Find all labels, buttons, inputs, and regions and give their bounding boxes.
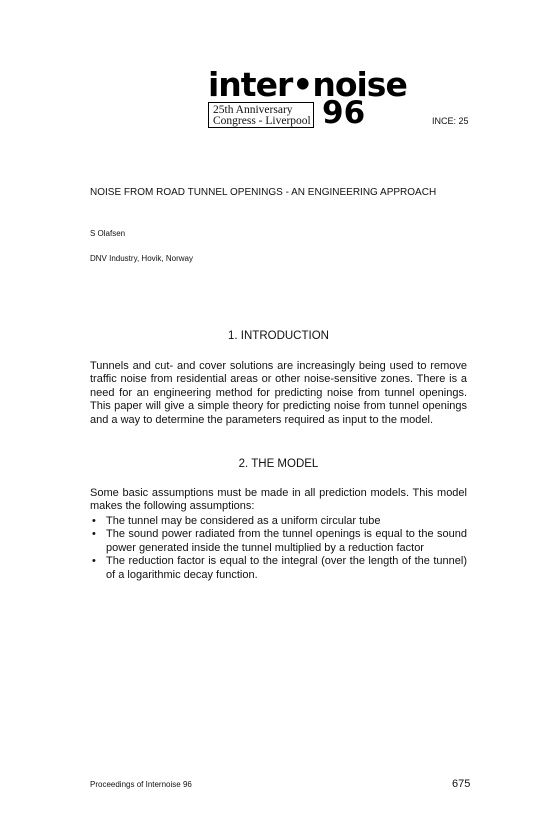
- author-name: S Olafsen: [90, 229, 126, 238]
- logo-congress-line: Congress - Liverpool: [213, 115, 311, 127]
- model-assumptions-list: [90, 515, 467, 582]
- list-item-text: The tunnel may be considered as a uniform circular tube: [106, 515, 381, 527]
- conference-logo: [208, 65, 407, 132]
- list-item: [90, 555, 467, 582]
- section-heading-introduction: 1. INTRODUCTION: [228, 330, 329, 342]
- list-item: [90, 515, 467, 528]
- bullet-icon: •: [92, 555, 96, 568]
- list-item-text: The sound power radiated from the tunnel openings is equal to the sound power generated inside the tunnel multiplied by a reduction factor: [106, 528, 467, 554]
- logo-year: 96: [322, 95, 366, 131]
- logo-wordmark: inter•noise: [208, 65, 407, 104]
- bullet-icon: •: [92, 528, 96, 541]
- introduction-paragraph: Tunnels and cut- and cover solutions are increasingly being used to remove traffic noise from residential areas or other noise-sensitive zones. There is a need for an engineering method for predicting noise from tunnel openings. This paper will give a simple theory for predicting noise from tunnel openings and a way to determine the parameters required as input to the model.: [90, 360, 467, 426]
- section-heading-model: 2. THE MODEL: [238, 458, 319, 470]
- list-item: [90, 528, 467, 555]
- model-paragraph: Some basic assumptions must be made in all prediction models. This model makes the following assumptions:: [90, 487, 467, 513]
- logo-anniversary-line: 25th Anniversary: [213, 104, 293, 116]
- page-number: 675: [452, 778, 471, 790]
- list-item-text: The reduction factor is equal to the integral (over the length of the tunnel) of a logarithmic decay function.: [106, 555, 467, 581]
- footer-proceedings: Proceedings of Internoise 96: [90, 780, 192, 789]
- author-affiliation: DNV Industry, Hovik, Norway: [90, 254, 193, 263]
- conference-code: INCE: 25: [432, 116, 469, 126]
- bullet-icon: •: [92, 515, 96, 527]
- paper-title: NOISE FROM ROAD TUNNEL OPENINGS - AN ENGINEERING APPROACH: [90, 187, 437, 198]
- logo-anniversary-box: [208, 102, 314, 128]
